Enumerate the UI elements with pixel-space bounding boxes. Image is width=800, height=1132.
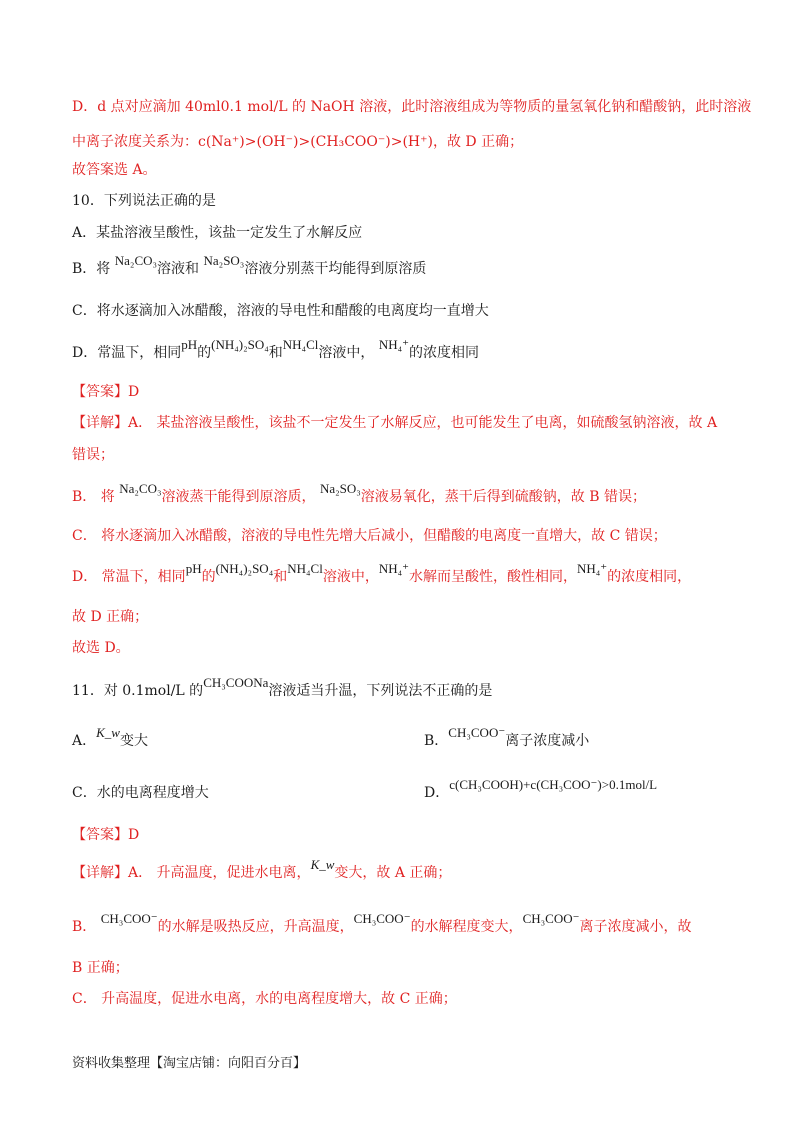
q10-d-pre: D．常温下，相同	[72, 345, 182, 361]
q11-exp-a	[72, 857, 720, 884]
q10-b-post: 溶液分别蒸干均能得到原溶质	[244, 261, 427, 277]
q10-d-chem2: NH₄Cl	[282, 337, 319, 352]
q10-d-post: 的浓度相同	[409, 345, 479, 361]
q11-options-cd	[72, 777, 720, 804]
page-footer: 资料收集整理【淘宝店铺：向阳百分百】	[72, 1056, 307, 1071]
q10-exp-d-mid: 溶液中，	[322, 569, 379, 585]
q10-d-mid: 溶液中，	[318, 345, 375, 361]
q10-exp-a: 【详解】A． 某盐溶液呈酸性，该盐不一定发生了水解反应，也可能发生了电离，如硫酸氢钠溶液，故 A	[72, 415, 718, 431]
q10-option-a: A．某盐溶液呈酸性，该盐一定发生了水解反应	[72, 225, 363, 241]
q10-option-d	[72, 337, 720, 364]
q11-stem-post: 溶液适当升温，下列说法不正确的是	[268, 683, 493, 699]
q11-exp-b-chem1: CH₃COO⁻	[100, 911, 158, 926]
q11-a-kw: K_w	[96, 725, 120, 740]
q10-option-c: C．将水逐滴加入冰醋酸，溶液的导电性和醋酸的电离度均一直增大	[72, 303, 489, 319]
q10-exp-b-post: 溶液易氧化，蒸干后得到硫酸钠，故 B 错误；	[360, 489, 646, 505]
q11-b-pre: B．	[424, 733, 449, 749]
q11-exp-b-chem2: CH₃COO⁻	[353, 911, 411, 926]
q10-exp-d-de: 的	[201, 569, 216, 585]
q10-d-ph: pH	[181, 337, 198, 352]
q10-b-pre: B．将	[72, 261, 111, 277]
q10-b-chem2: Na₂SO₃	[203, 253, 245, 268]
q10-exp-d-pre: D． 常温下，相同	[72, 569, 186, 585]
q10-answer: 【答案】D	[72, 384, 140, 400]
q11-exp-c: C． 升高温度，促进水电离，水的电离程度增大，故 C 正确；	[72, 991, 457, 1007]
q10-d-chem3: NH₄⁺	[378, 337, 409, 352]
q11-a-pre: A．	[72, 733, 97, 749]
q10-exp-d-chem4: NH₄⁺	[577, 561, 608, 576]
q11-option-d	[424, 777, 658, 804]
q11-exp-a-pre: 【详解】A． 升高温度，促进水电离，	[72, 865, 311, 881]
q10-d-chem1: (NH₄)₂SO₄	[211, 337, 269, 352]
q10-exp-d-chem1: (NH₄)₂SO₄	[215, 561, 274, 576]
q11-exp-b	[72, 911, 720, 938]
q10-exp-d-ph: pH	[185, 561, 202, 576]
q11-b-post: 离子浓度减小	[505, 733, 590, 749]
q10-exp-end: 故选 D。	[72, 640, 130, 656]
q11-option-b	[424, 725, 590, 752]
q10-exp-d-mid2: 水解而呈酸性，酸性相同，	[409, 569, 577, 585]
q11-exp-b-mid1: 的水解是吸热反应，升高温度，	[157, 919, 354, 935]
q11-exp-a-post: 变大，故 A 正确；	[334, 865, 452, 881]
q10-b-mid: 溶液和	[157, 261, 200, 277]
q10-exp-d-he: 和	[273, 569, 288, 585]
q10-d-he: 和	[268, 345, 283, 361]
q11-exp-b-mid2: 的水解程度变大，	[410, 919, 523, 935]
q11-exp-b-post: 离子浓度减小，故	[579, 919, 692, 935]
q11-exp-a-kw: K_w	[310, 857, 335, 872]
q10-option-b	[72, 253, 720, 280]
q11-d-pre: D．	[424, 785, 450, 801]
prev-d-line1: D．d 点对应滴加 40ml0.1 mol/L 的 NaOH 溶液，此时溶液组成为等物质的量氢氧化钠和醋酸钠，此时溶液	[72, 99, 752, 115]
prev-answer-line: 故答案选 A。	[72, 162, 157, 178]
q10-exp-c: C． 将水逐滴加入冰醋酸，溶液的导电性先增大后减小，但醋酸的电离度一直增大，故 C 错误；	[72, 528, 667, 544]
q10-exp-b-mid: 溶液蒸干能得到原溶质，	[161, 489, 316, 505]
q10-d-de: 的	[197, 345, 212, 361]
q11-exp-b-chem3: CH₃COO⁻	[522, 911, 580, 926]
prev-d-line2: 中离子浓度关系为：c(Na⁺)>(OH⁻)>(CH₃COO⁻)>(H⁺)，故 D 正确；	[72, 134, 524, 150]
q11-stem	[72, 675, 720, 702]
q10-exp-d	[72, 561, 720, 588]
q10-stem: 10．下列说法正确的是	[72, 193, 216, 209]
q10-exp-d-chem3: NH₄⁺	[378, 561, 409, 576]
q10-exp-b-chem1: Na₂CO₃	[119, 481, 162, 496]
q11-options-ab	[72, 725, 720, 752]
q10-exp-a2: 错误；	[72, 447, 114, 463]
q11-a-post: 变大	[119, 733, 148, 749]
q11-stem-chem: CH₃COONa	[203, 675, 269, 690]
q10-exp-b-chem2: Na₂SO₃	[319, 481, 361, 496]
q11-exp-b-pre: B．	[72, 919, 97, 935]
q11-d-chem: c(CH₃COOH)+c(CH₃COO⁻)>0.1mol/L	[449, 777, 658, 792]
q10-exp-d-post: 的浓度相同，	[607, 569, 692, 585]
q11-b-chem: CH₃COO⁻	[448, 725, 506, 740]
q10-exp-b	[72, 481, 720, 508]
q11-option-c: C．水的电离程度增大	[72, 785, 209, 801]
q10-b-chem1: Na₂CO₃	[114, 253, 158, 268]
q10-exp-d-chem2: NH₄Cl	[287, 561, 323, 576]
q10-exp-d2: 故 D 正确；	[72, 609, 149, 625]
q10-exp-b-pre: B． 将	[72, 489, 115, 505]
q11-stem-pre: 11．对 0.1mol/L 的	[72, 683, 204, 699]
q11-exp-b2: B 正确；	[72, 960, 129, 976]
q11-answer: 【答案】D	[72, 827, 140, 843]
